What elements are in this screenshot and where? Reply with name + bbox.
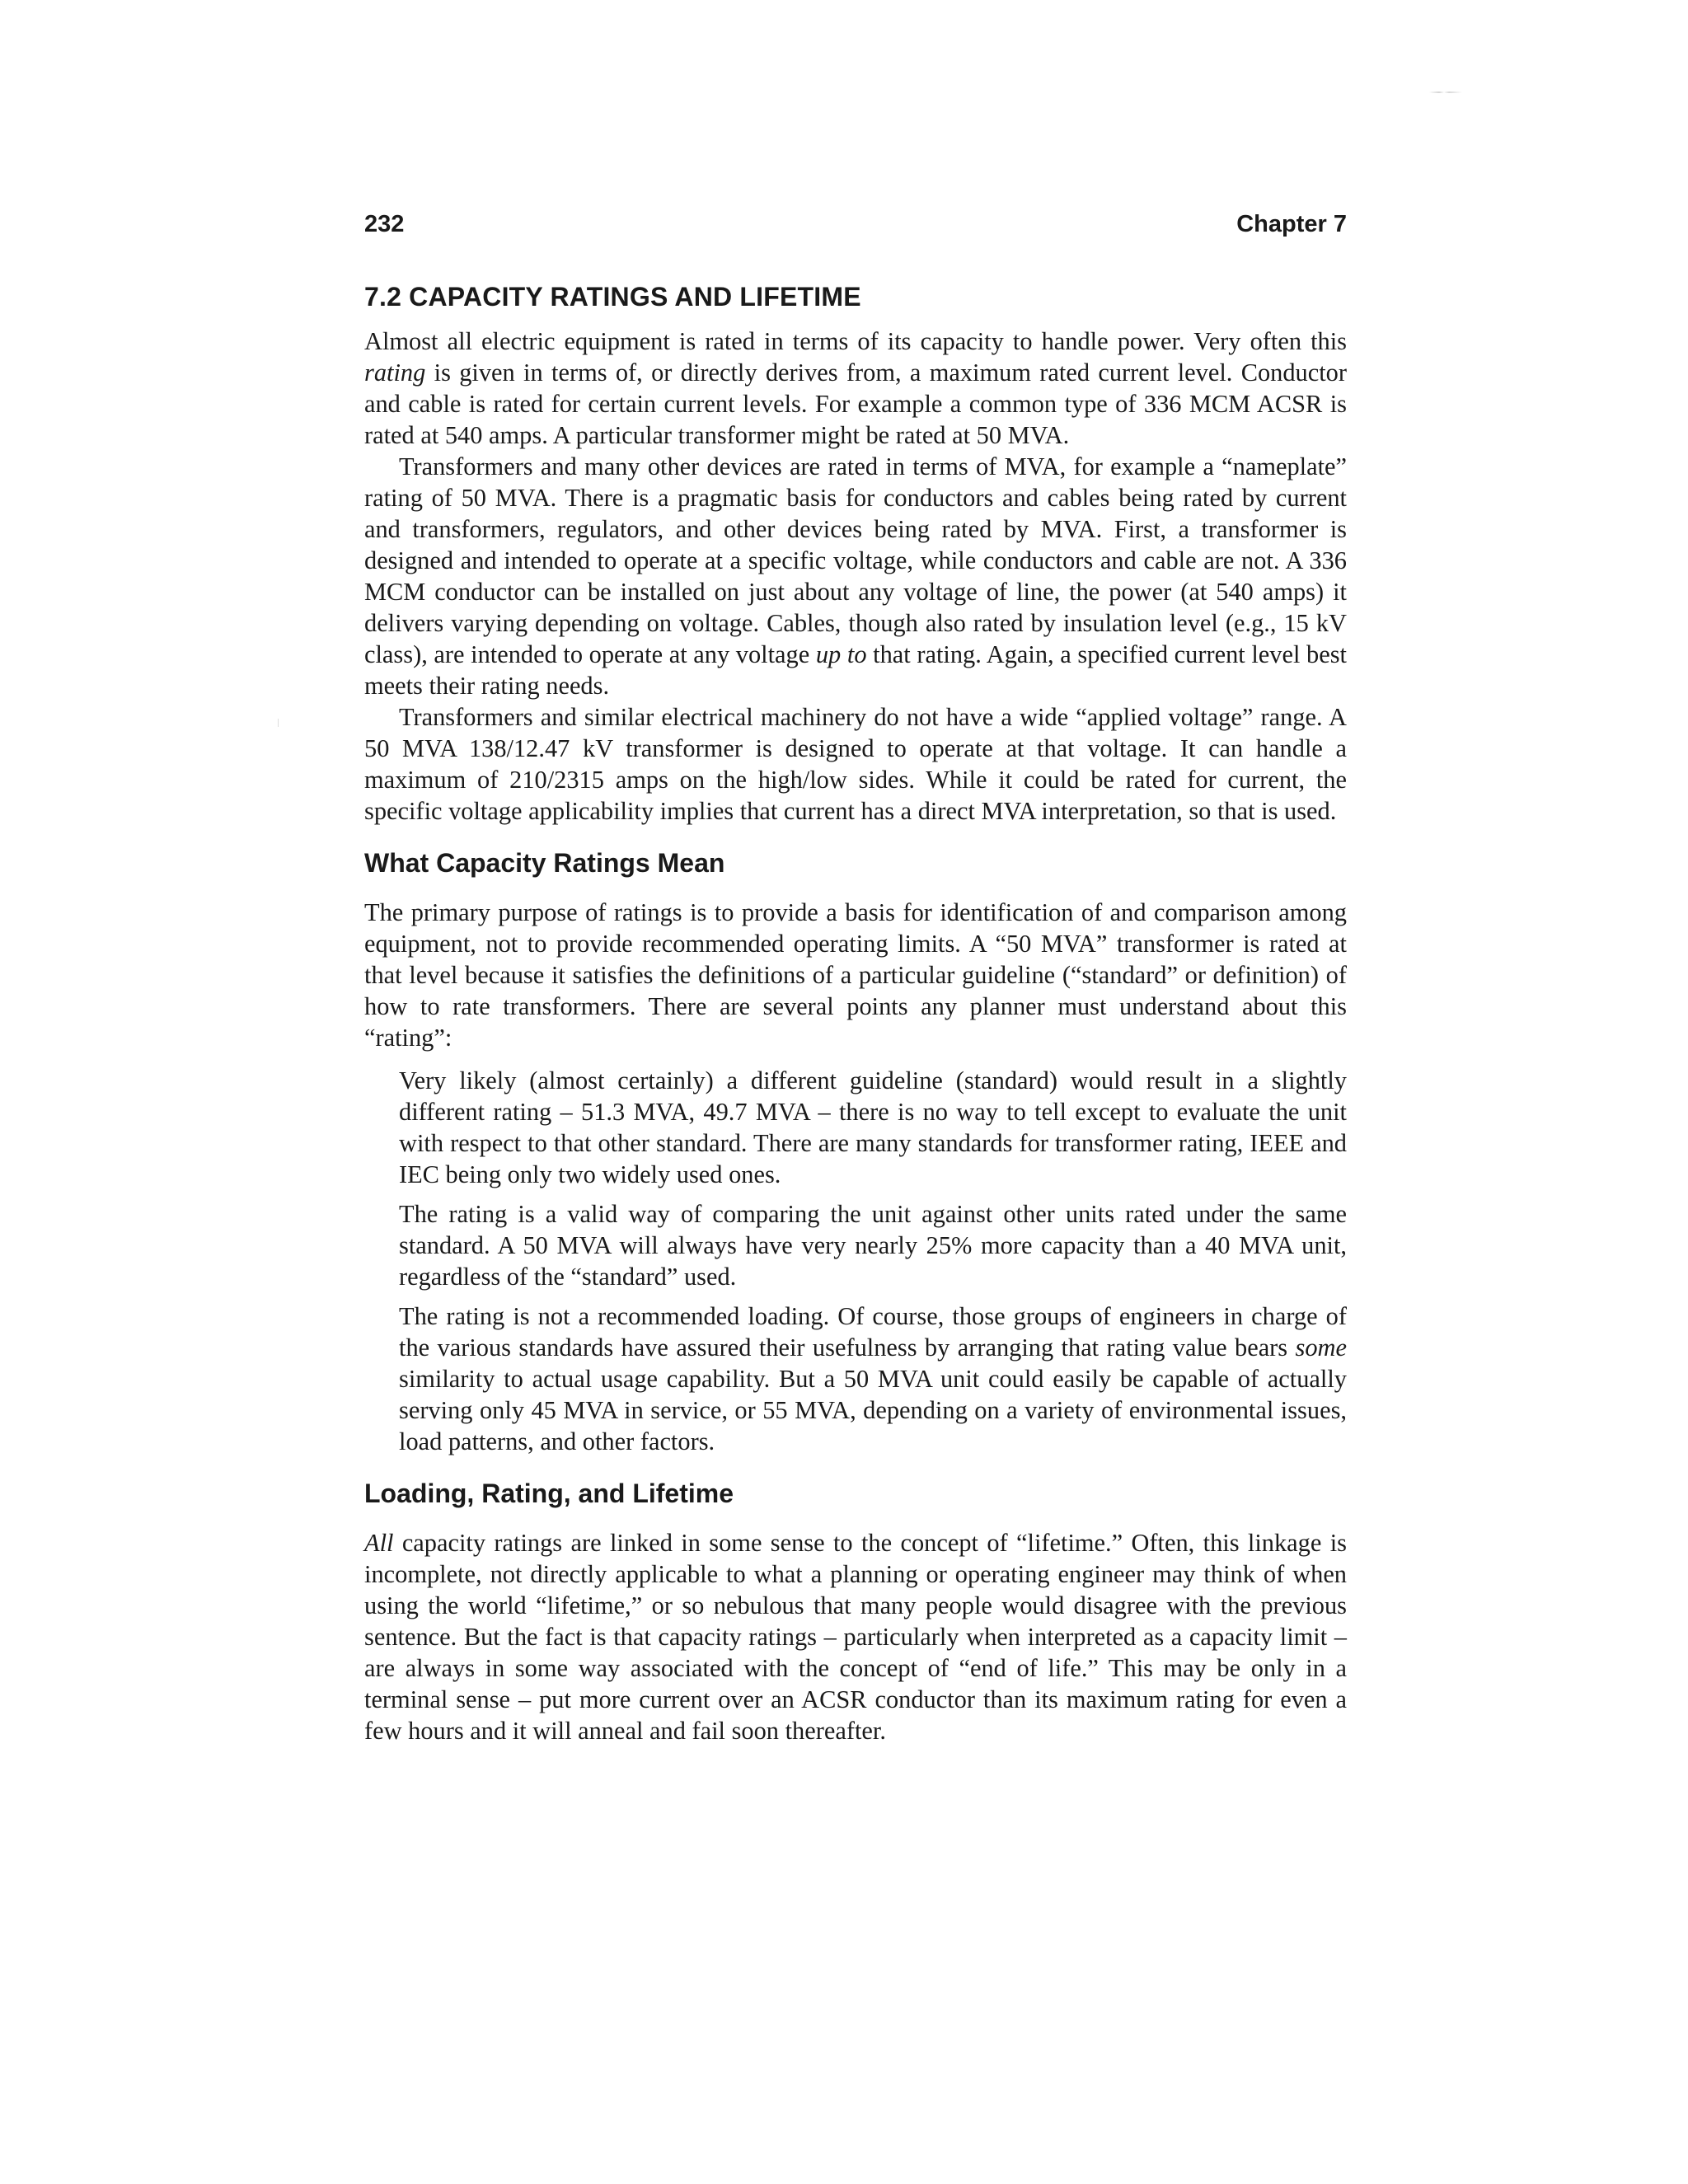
scan-artifact	[278, 719, 279, 727]
paragraph: Transformers and many other devices are rated in terms of MVA, for example a “nameplate” rating of 50 MVA. There is a pragmatic basis for conductors and cables being rated by current and transformers, regulators, and other devices being rated by MVA. First, a transformer is designed and intended to operate at a specific voltage, while conductors and cable are not. A 336 MCM conductor can be installed on just about any voltage of line, the power (at 540 amps) it delivers varying depending on voltage. Cables, though also rated by insulation level (e.g., 15 kV class), are intended to operate at any voltage up to that rating. Again, a specified current level best meets their rating needs.	[364, 452, 1347, 700]
list-item: Very likely (almost certainly) a different guideline (standard) would result in a slightly different rating – 51.3 MVA, 49.7 MVA – there is no way to tell except to evaluate the unit with respect to that other standard. There are many standards for transformer rating, IEEE and IEC being only two widely used ones.	[399, 1066, 1347, 1188]
chapter-label: Chapter 7	[1236, 211, 1347, 237]
subsection-heading: What Capacity Ratings Mean	[364, 848, 725, 878]
scan-artifact	[1429, 91, 1462, 93]
paragraph: All capacity ratings are linked in some sense to the concept of “lifetime.” Often, this linkage is incomplete, not directly applicable to what a planning or operating engineer may think of when using the world “lifetime,” or so nebulous that many people would disagree with the previous sentence. But the fact is that capacity ratings – particularly when interpreted as a capacity limit – are always in some way associated with the concept of “end of life.” This may be only in a terminal sense – put more current over an ACSR conductor than its maximum rating for even a few hours and it will anneal and fail soon thereafter.	[364, 1529, 1347, 1745]
paragraph: Transformers and similar electrical machinery do not have a wide “applied voltage” range. A 50 MVA 138/12.47 kV transformer is designed to operate at that voltage. It can handle a maximum of 210/2315 amps on the high/low sides. While it could be rated for current, the specific voltage applicability implies that current has a direct MVA interpretation, so that is used.	[364, 703, 1347, 825]
section-heading: 7.2 CAPACITY RATINGS AND LIFETIME	[364, 282, 861, 312]
list-item: The rating is a valid way of comparing the unit against other units rated under the same standard. A 50 MVA will always have very nearly 25% more capacity than a 40 MVA unit, regardless of the “standard” used.	[399, 1200, 1347, 1291]
paragraph: The primary purpose of ratings is to provide a basis for identification of and comparison among equipment, not to provide recommended operating limits. A “50 MVA” transformer is rated at that level because it satisfies the definitions of a particular guideline (“standard” or definition) of how to rate transformers. There are several points any planner must understand about this “rating”:	[364, 898, 1347, 1052]
paragraph: Almost all electric equipment is rated in terms of its capacity to handle power. Very often this rating is given in terms of, or directly derives from, a maximum rated current level. Conductor and cable is rated for certain current levels. For example a common type of 336 MCM ACSR is rated at 540 amps. A particular transformer might be rated at 50 MVA.	[364, 327, 1347, 449]
running-header	[364, 211, 1347, 257]
subsection-heading: Loading, Rating, and Lifetime	[364, 1479, 734, 1508]
page-number: 232	[364, 211, 405, 237]
list-item: The rating is not a recommended loading. Of course, those groups of engineers in charge of the various standards have assured their usefulness by arranging that rating value bears some similarity to actual usage capability. But a 50 MVA unit could easily be capable of actually serving only 45 MVA in service, or 55 MVA, depending on a variety of environmental issues, load patterns, and other factors.	[399, 1302, 1347, 1455]
book-page	[364, 211, 1347, 1746]
